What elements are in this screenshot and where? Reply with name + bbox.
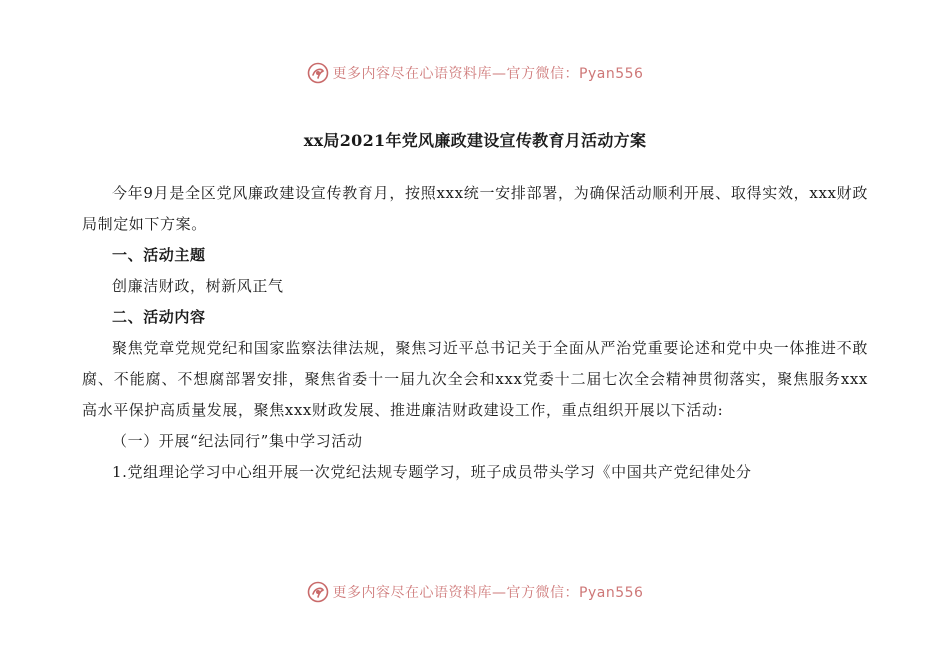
watermark-text: 更多内容尽在心语资料库—官方微信：Pyan556 (332, 585, 644, 601)
section-heading-content: 二、活动内容 (112, 308, 206, 326)
watermark-top (0, 58, 950, 88)
document-body (82, 178, 868, 488)
study-item-1: 1.党组理论学习中心组开展一次党纪法规专题学习，班子成员带头学习《中国共产党纪律处分 (112, 463, 752, 481)
watermark-text: 更多内容尽在心语资料库—官方微信：Pyan556 (332, 66, 644, 82)
subsection-heading-study: （一）开展“纪法同行”集中学习活动 (112, 432, 363, 450)
section-heading-theme: 一、活动主题 (112, 246, 206, 264)
intro-paragraph: 今年9月是全区党风廉政建设宣传教育月，按照xxx统一安排部署，为确保活动顺利开展、取得实效，xxx财政局制定如下方案。 (82, 184, 868, 233)
watermark-bottom (0, 577, 950, 607)
document-title: xx局2021年党风廉政建设宣传教育月活动方案 (303, 131, 647, 150)
content-paragraph: 聚焦党章党规党纪和国家监察法律法规，聚焦习近平总书记关于全面从严治党重要论述和党中央一体推进不敢腐、不能腐、不想腐部署安排，聚焦省委十一届九次全会和xxx党委十二届七次全会精神贯彻落实，聚焦服务xxx高水平保护高质量发展，聚焦xxx财政发展、推进廉洁财政建设工作，重点组织开展以下活动: (82, 339, 868, 419)
seal-logo-icon (307, 62, 329, 84)
seal-logo-icon (307, 581, 329, 603)
theme-text: 创廉洁财政，树新风正气 (112, 277, 284, 295)
